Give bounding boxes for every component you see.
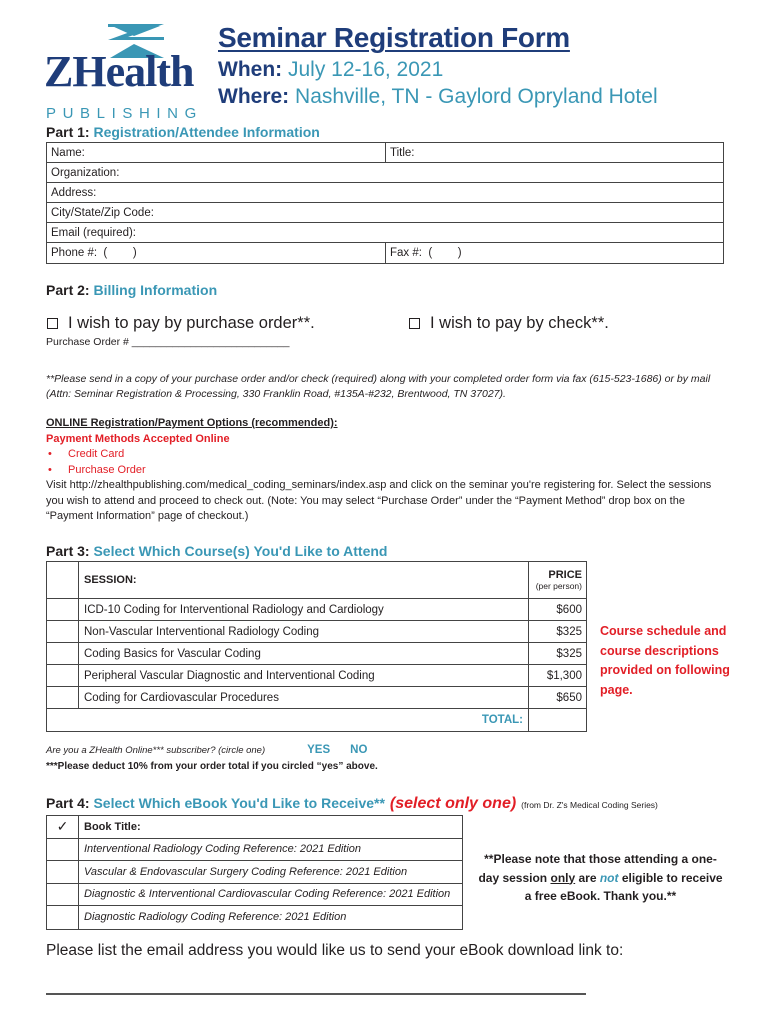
- ebook-row: [47, 861, 462, 884]
- part1-label: Part 1:: [46, 124, 90, 140]
- where-label: Where:: [218, 85, 290, 108]
- ebook-row: [47, 884, 462, 907]
- part1-heading: [46, 124, 320, 140]
- logo-brand: ZHealth: [44, 47, 194, 96]
- pay-by-check-option[interactable]: [409, 314, 609, 333]
- course-name: ICD-10 Coding for Interventional Radiology and Cardiology: [84, 603, 384, 616]
- ebook-select-cell[interactable]: [47, 861, 79, 883]
- title-field[interactable]: Title:: [390, 147, 415, 159]
- note-text: **Please note that those attending a one-day session: [478, 852, 717, 885]
- bullet-icon: •: [48, 448, 52, 460]
- no-option[interactable]: NO: [350, 744, 368, 756]
- subscriber-question-text: Are you a ZHealth Online*** subscriber? (circle one): [46, 744, 266, 756]
- ebook-eligibility-note: [478, 850, 723, 906]
- ebook-email-field[interactable]: [46, 993, 586, 995]
- part3-heading: [46, 543, 387, 559]
- part4-title: Select Which eBook You'd Like to Receive**: [93, 795, 385, 811]
- check-option-label: I wish to pay by check**.: [430, 314, 609, 332]
- method-purchase-order: Purchase Order: [68, 463, 146, 476]
- book-title: Interventional Radiology Coding Reference: 2021 Edition: [84, 843, 362, 856]
- mail-fax-note: **Please send in a copy of your purchase order and/or check (required) along with your completed order form via fax (615-523-1686) or by mail (Attn: Seminar Registration & Processing, 330 Franklin Road, #135A-#232, Brentwood, TN 37027).: [46, 373, 711, 400]
- book-title: Vascular & Endovascular Surgery Coding Reference: 2021 Edition: [84, 865, 408, 878]
- po-checkbox[interactable]: [47, 318, 58, 329]
- course-row: [47, 599, 586, 621]
- pay-by-po-option[interactable]: [47, 314, 315, 333]
- course-row: [47, 665, 586, 687]
- ebook-row: [47, 839, 462, 862]
- part3-title: Select Which Course(s) You'd Like to Attend: [93, 543, 388, 559]
- method-credit-card: Credit Card: [68, 448, 125, 460]
- course-name: Peripheral Vascular Diagnostic and Interventional Coding: [84, 669, 375, 682]
- course-row: [47, 687, 586, 709]
- part4-label: Part 4:: [46, 795, 90, 811]
- ebook-select-cell[interactable]: [47, 906, 79, 929]
- fax-field[interactable]: Fax #: ( ): [390, 247, 462, 259]
- email-field[interactable]: Email (required):: [51, 227, 136, 239]
- course-price: $600: [528, 599, 586, 620]
- course-name: Coding for Cardiovascular Procedures: [84, 691, 279, 704]
- online-heading: ONLINE Registration/Payment Options (recommended):: [46, 417, 338, 429]
- payment-method-item: [46, 463, 730, 479]
- payment-method-item: [46, 447, 730, 463]
- part1-title: Registration/Attendee Information: [93, 124, 320, 140]
- part4-heading: [46, 795, 658, 813]
- organization-field[interactable]: Organization:: [51, 167, 120, 179]
- note-text: are: [575, 870, 600, 885]
- price-col-header: [528, 562, 586, 598]
- attendee-info-table: [46, 142, 724, 264]
- total-value-field[interactable]: [528, 709, 586, 731]
- ebook-row: [47, 906, 462, 929]
- ebook-select-cell[interactable]: [47, 839, 79, 861]
- book-title: Diagnostic & Interventional Cardiovascular Coding Reference: 2021 Edition: [84, 888, 451, 901]
- total-row: [47, 709, 586, 731]
- course-table-header: [47, 562, 586, 599]
- checkmark-icon: ✓: [47, 816, 79, 838]
- part2-heading: [46, 282, 217, 298]
- course-price: $325: [528, 643, 586, 664]
- when-label: When:: [218, 58, 283, 81]
- where-value: Nashville, TN - Gaylord Opryland Hotel: [295, 85, 658, 108]
- select-only-one: (select only one): [389, 795, 517, 812]
- ebook-table: [46, 815, 463, 930]
- po-number-field[interactable]: Purchase Order # ___________________________: [46, 336, 290, 348]
- note-only: only: [550, 870, 576, 885]
- online-options: [46, 416, 730, 525]
- ebook-select-cell[interactable]: [47, 884, 79, 906]
- payment-methods-heading: Payment Methods Accepted Online: [46, 432, 230, 445]
- session-col-header: SESSION:: [84, 574, 137, 586]
- course-price: $325: [528, 621, 586, 642]
- yes-option[interactable]: YES: [307, 744, 331, 756]
- city-state-zip-field[interactable]: City/State/Zip Code:: [51, 207, 154, 219]
- phone-field[interactable]: Phone #: ( ): [47, 243, 386, 263]
- book-title-header: Book Title:: [84, 820, 141, 833]
- event-when: [218, 58, 443, 82]
- course-select-cell[interactable]: [47, 687, 79, 708]
- part2-title: Billing Information: [93, 282, 218, 298]
- ebook-table-header: [47, 816, 462, 839]
- course-row: [47, 621, 586, 643]
- course-select-cell[interactable]: [47, 621, 79, 642]
- part2-label: Part 2:: [46, 282, 90, 298]
- address-field[interactable]: Address:: [51, 187, 97, 199]
- price-label: PRICE: [548, 569, 582, 581]
- note-not: not: [599, 870, 619, 885]
- check-checkbox[interactable]: [409, 318, 420, 329]
- name-field[interactable]: Name:: [47, 143, 386, 162]
- course-schedule-note: Course schedule and course descriptions provided on following page.: [600, 624, 730, 697]
- course-select-cell[interactable]: [47, 599, 79, 620]
- course-name: Coding Basics for Vascular Coding: [84, 647, 261, 660]
- course-select-cell[interactable]: [47, 643, 79, 664]
- total-label: TOTAL:: [481, 714, 523, 726]
- course-name: Non-Vascular Interventional Radiology Coding: [84, 625, 320, 638]
- po-option-label: I wish to pay by purchase order**.: [68, 314, 315, 332]
- bullet-icon: •: [48, 463, 52, 476]
- deduct-note: ***Please deduct 10% from your order total if you circled “yes” above.: [46, 761, 378, 772]
- page-title: Seminar Registration Form: [218, 22, 570, 53]
- when-value: July 12-16, 2021: [288, 58, 444, 81]
- book-title: Diagnostic Radiology Coding Reference: 2021 Edition: [84, 911, 347, 924]
- course-row: [47, 643, 586, 665]
- course-price: $650: [528, 687, 586, 708]
- ebook-email-question: Please list the email address you would like us to send your eBook download link to:: [46, 942, 624, 959]
- price-sublabel: (per person): [535, 581, 582, 591]
- logo-sub: PUBLISHING: [46, 105, 203, 122]
- part3-label: Part 3:: [46, 543, 90, 559]
- phone-fax-row: [47, 243, 723, 263]
- course-price: $1,300: [528, 665, 586, 686]
- zhealth-logo: [40, 20, 203, 122]
- name-title-row: [47, 143, 723, 163]
- course-select-cell[interactable]: [47, 665, 79, 686]
- note-text: eligible to receive a free eBook. Thank you.**: [524, 870, 723, 903]
- subscriber-question: [46, 744, 367, 756]
- online-instructions: Visit http://zhealthpublishing.com/medical_coding_seminars/index.asp and click on the seminar you're registering for. Select the sessions you wish to attend and proceed to check out. (Note: You may select “Purchase Order” under the “Payment Method” drop box on the “Payment Information” page of checkout.): [46, 479, 712, 522]
- course-table: [46, 561, 587, 732]
- event-where: [218, 85, 658, 109]
- select-col-header: [47, 562, 79, 598]
- series-note: (from Dr. Z's Medical Coding Series): [521, 800, 658, 810]
